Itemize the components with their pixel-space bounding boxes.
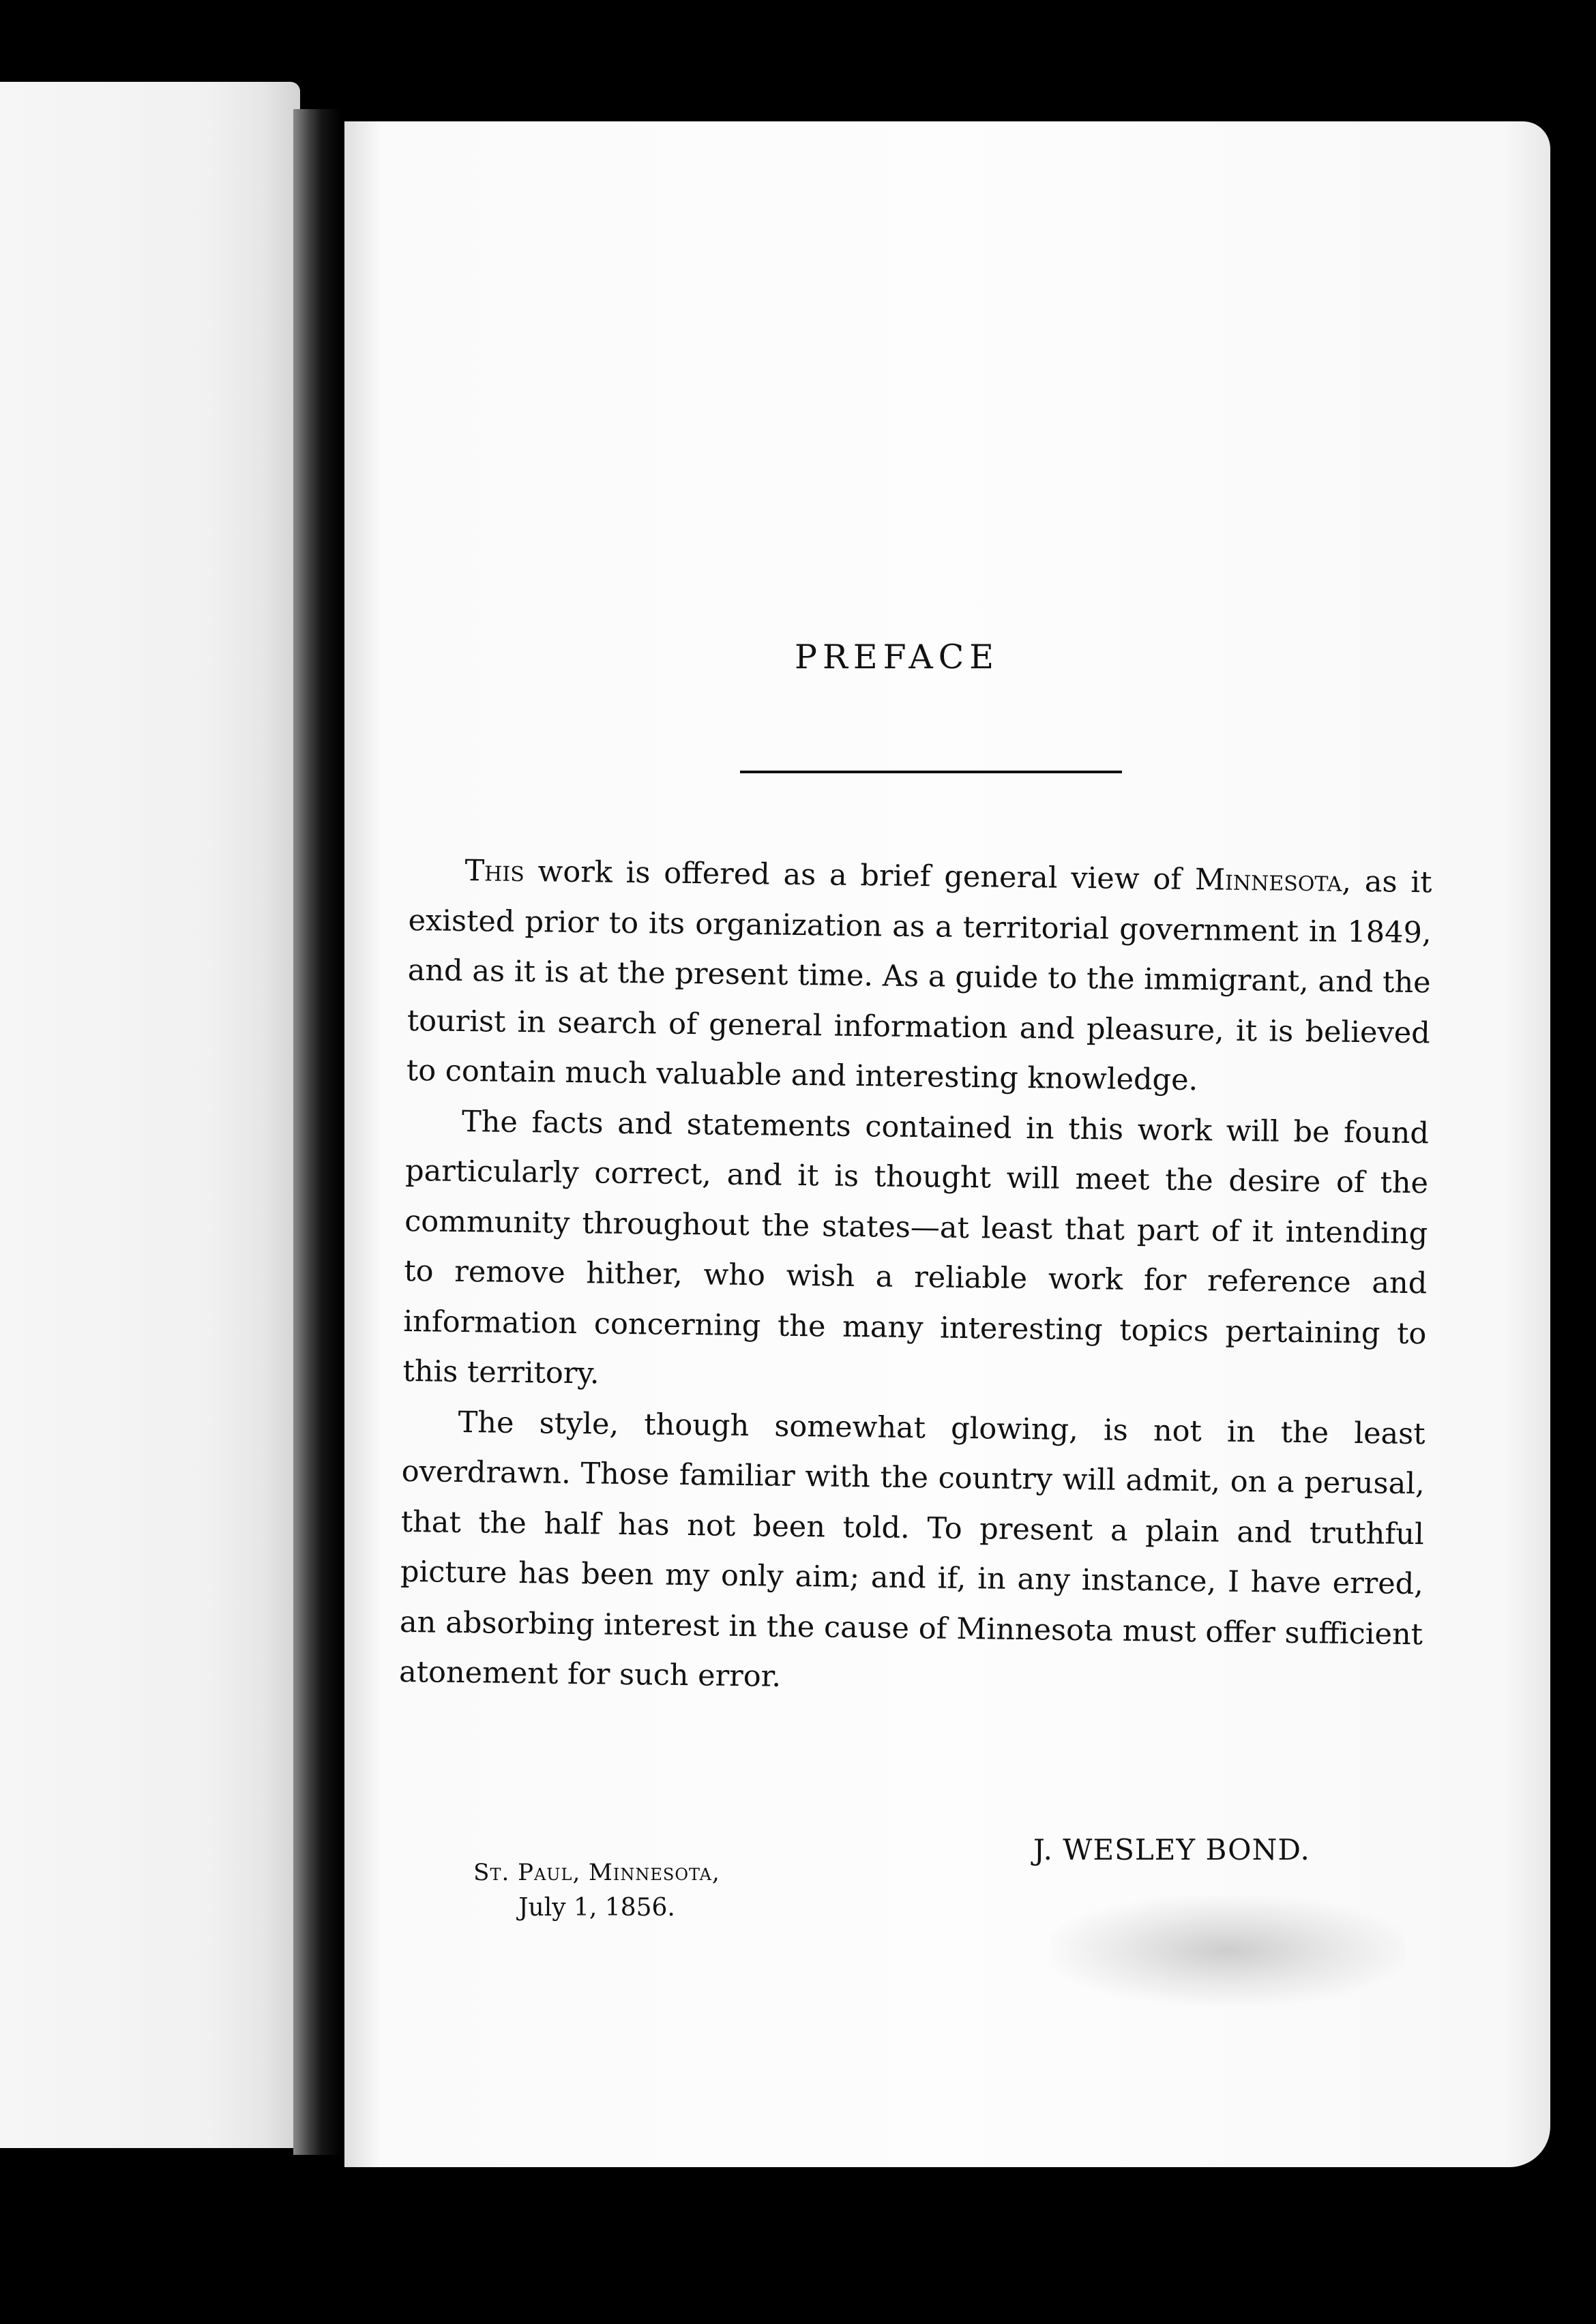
heading-rule	[740, 771, 1122, 773]
paragraph-1	[407, 846, 1432, 1109]
author-signature: J. WESLEY BOND.	[1033, 1833, 1310, 1866]
date-line: July 1, 1856.	[518, 1894, 675, 1922]
paragraph-1-text-b: , as it existed prior to its organization as a territorial government in 1849, and as it is at the present time. As a guide to the immigrant, and the tourist in search of general information and pleasure, it is believed to contain much valuable and interesting knowledge.	[406, 864, 1432, 1098]
preface-body	[399, 846, 1432, 1710]
paragraph-1-text-a: work is offered as a brief general view of	[524, 854, 1196, 897]
place-line: St. Paul, Minnesota,	[473, 1859, 720, 1886]
opening-word: This	[464, 854, 525, 889]
book-gutter-shadow	[293, 109, 341, 2155]
territory-name: Minnesota	[1194, 863, 1342, 899]
paragraph-3: The style, though somewhat glowing, is not in the least overdrawn. Those familiar with the country will admit, on a perusal, that the half has not been told. To present a plain and truthful picture has been my only aim; and if, in any instance, I have erred, an absorbing interest in the cause of Minnesota must offer sufficient atonement for such error.	[398, 1405, 1425, 1694]
preface-heading: PREFACE	[795, 638, 1000, 676]
ink-smudge	[1050, 1896, 1405, 2005]
paragraph-2: The facts and statements contained in this work will be found particularly correct, and it is thought will meet the desire of the community throughout the states—at least that part of it intending to remove hither, who wish a reliable work for reference and information concerning the many interesting topics pertaining to this territory.	[402, 1104, 1430, 1391]
left-page	[0, 82, 300, 2148]
